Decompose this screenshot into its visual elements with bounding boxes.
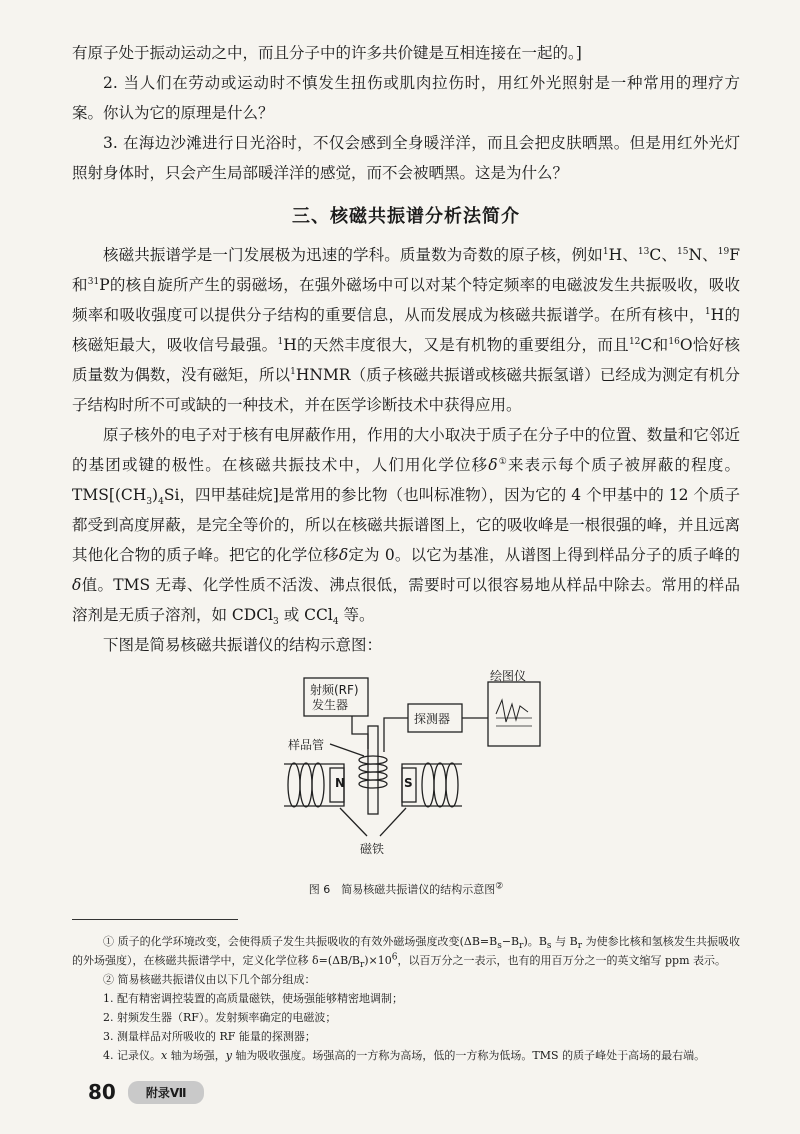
footnote-2: ② 简易核磁共振谱仪由以下几个部分组成： xyxy=(103,973,316,986)
rf-generator-label-1: 射频(RF) xyxy=(310,683,359,697)
page-body xyxy=(72,38,740,1065)
page-footer xyxy=(88,1080,204,1104)
footnotes xyxy=(72,932,740,1065)
detector-label: 探测器 xyxy=(414,712,451,726)
rf-generator-label-2: 发生器 xyxy=(312,698,349,712)
page-number: 80 xyxy=(88,1080,116,1104)
sample-tube xyxy=(368,726,378,814)
nmr-spectrometer-diagram xyxy=(72,664,740,879)
pole-s-label: S xyxy=(404,776,413,790)
footnote-2-item-2: 2. 射频发生器（RF）。发射频率确定的电磁波； xyxy=(103,1011,337,1024)
footnote-1: ① 质子的化学环境改变，会使得质子发生共振吸收的有效外磁场强度改变$(\Delta B=B_s-B_r)$。$B_s$ 与 $B_r$ 为使参比核和氢核发生共振吸收的外场强度），在核磁共振谱学中，定义化学位移 $\delta=(\Delta B/B_r)\times 10^6$，以百万分之一表示，也有的用百万分之一的英文缩写 ppm 表示。 xyxy=(72,935,741,971)
paragraph-figure-intro: 下图是简易核磁共振谱仪的结构示意图： xyxy=(103,636,383,654)
pole-n-label: N xyxy=(335,776,346,790)
footnote-2-item-3: 3. 测量样品对所吸收的 RF 能量的探测器； xyxy=(103,1030,316,1043)
footnote-2-item-1: 1. 配有精密调控装置的高质量磁铁，使场强能够精密地调制； xyxy=(103,992,403,1005)
paragraph-chemical-shift: 原子核外的电子对于核有电屏蔽作用，作用的大小取决于质子在分子中的位置、数量和它邻近的基团或键的极性。在核磁共振技术中，人们用化学位移δ①来表示每个质子被屏蔽的程度。$TMS[(CH_3)_4Si$，四甲基硅烷]是常用的参比物（也叫标准物），因为它的 4 个甲基中的 12 个质子都受到高度屏蔽，是完全等价的，所以在核磁共振谱图上，它的吸收峰是一根很强的峰，并且远离其他化合物的质子峰。把它的化学位移δ定为 0。以它为基准，从谱图上得到样品分子的质子峰的δ值。TMS 无毒、化学性质不活泼、沸点很低，需要时可以很容易地从样品中除去。常用的样品溶剂是无质子溶剂，如 CDCl$_3$ 或 CCl$_4$ 等。 xyxy=(72,426,740,628)
paragraph-nmr-intro: 核磁共振谱学是一门发展极为迅速的学科。质量数为奇数的原子核，例如$^1$H、$^{13}$C、$^{15}$N、$^{19}$F和$^{31}$P的核自旋所产生的弱磁场，在强外磁场中可以对某个特定频率的电磁波发生共振吸收，吸收频率和吸收强度可以提供分子结构的重要信息，从而发展成为核磁共振谱学。在所有核中，$^1$H的核磁矩最大，吸收信号最强。$^1$H的天然丰度很大，又是有机物的重要组分，而且$^{12}$C和$^{16}$O恰好核质量数为偶数，没有磁矩，所以$^1$HNMR（质子核磁共振谱或核磁共振氢谱）已经成为测定有机分子结构时所不可或缺的一种技术，并在医学诊断技术中获得应用。 xyxy=(72,246,740,414)
sample-tube-label: 样品管 xyxy=(288,738,325,752)
question-2: 2. 当人们在劳动或运动时不慎发生扭伤或肌肉拉伤时，用红外光照射是一种常用的理疗方案。你认为它的原理是什么？ xyxy=(72,74,740,122)
diagram-drawing xyxy=(72,664,740,879)
magnet-label: 磁铁 xyxy=(360,842,385,856)
footnote-2-item-4: 4. 记录仪。x 轴为场强，y 轴为吸收强度。场强高的一方称为高场，低的一方称为低场。TMS 的质子峰处于高场的最右端。 xyxy=(103,1049,706,1062)
figure-caption: 图 6 简易核磁共振谱仪的结构示意图② xyxy=(308,881,504,896)
footnote-ref-1: ① xyxy=(497,456,508,467)
section-title: 三、核磁共振谱分析法简介 xyxy=(292,206,520,227)
footnote-divider xyxy=(72,919,238,920)
recorder-label: 绘图仪 xyxy=(490,669,527,683)
appendix-tab: 附录Ⅶ xyxy=(128,1081,205,1104)
continued-line: 有原子处于振动运动之中，而且分子中的许多共价键是互相连接在一起的。] xyxy=(72,44,582,62)
question-3: 3. 在海边沙滩进行日光浴时，不仅会感到全身暖洋洋，而且会把皮肤晒黑。但是用红外光灯照射身体时，只会产生局部暖洋洋的感觉，而不会被晒黑。这是为什么？ xyxy=(72,134,740,182)
